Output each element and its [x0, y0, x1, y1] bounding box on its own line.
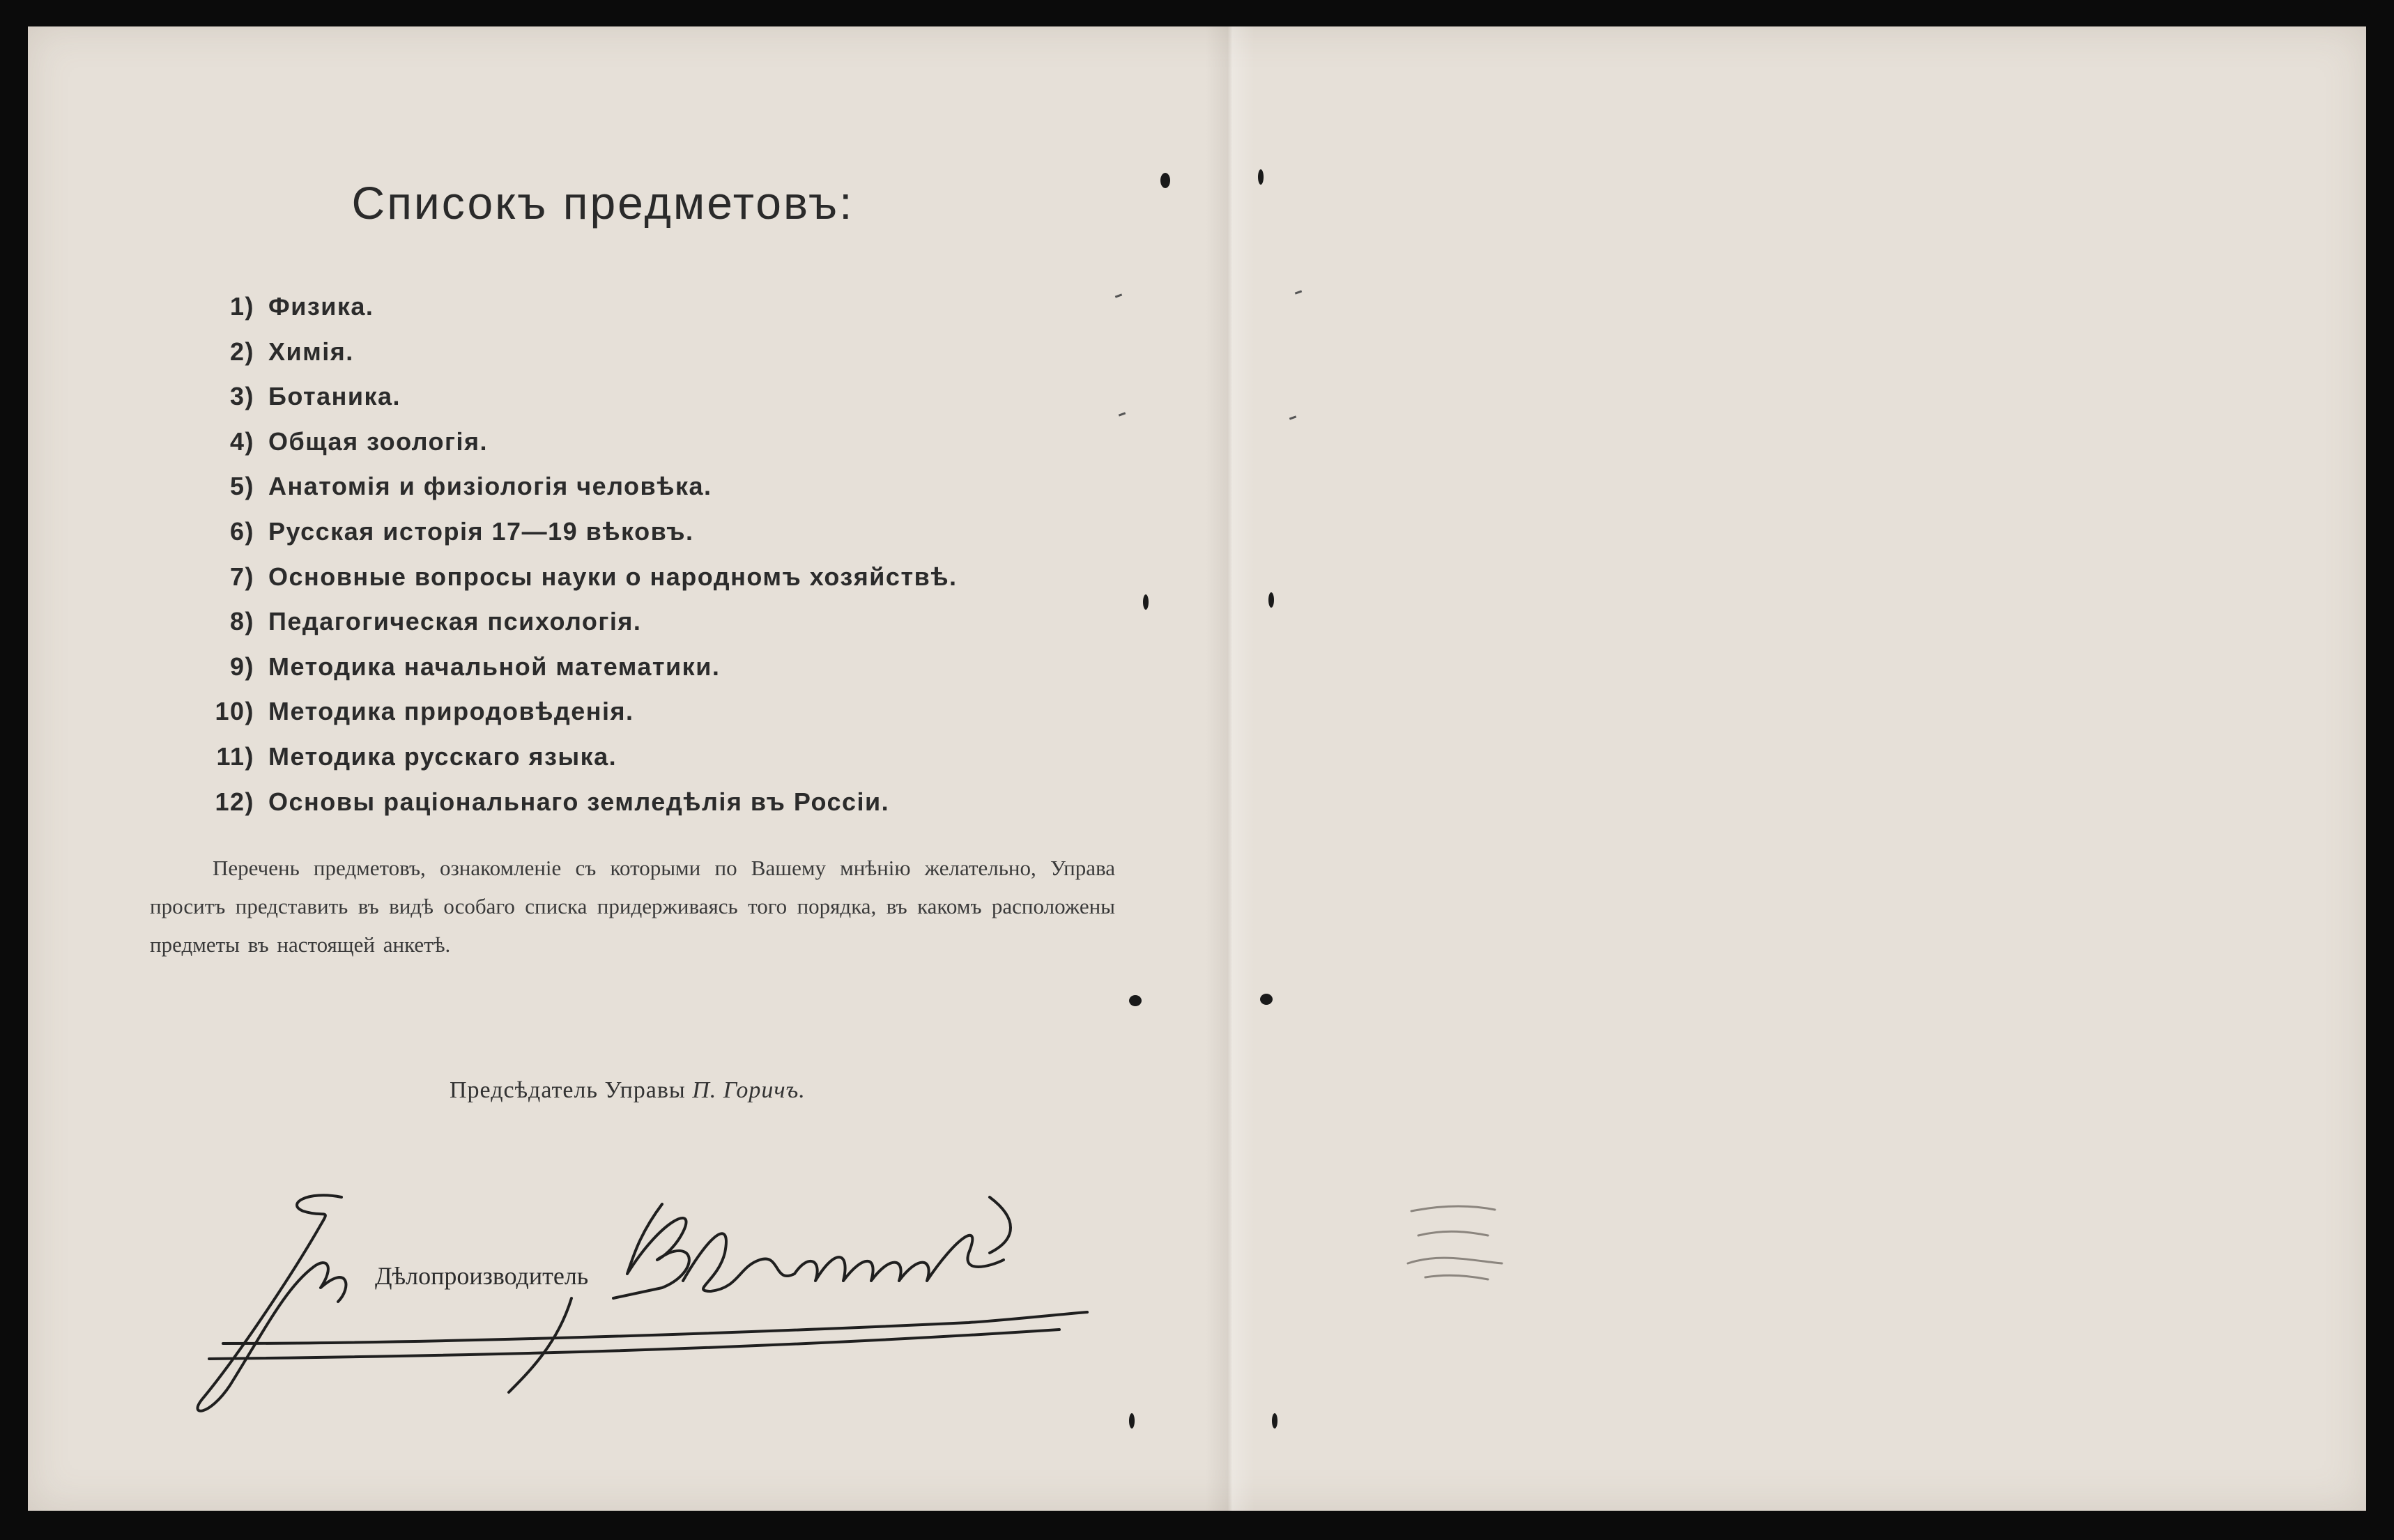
subject-number: 6)	[229, 516, 254, 546]
subject-item	[206, 689, 958, 734]
binding-hole	[1129, 995, 1142, 1006]
subject-number: 3)	[229, 382, 254, 411]
subject-name: Русская исторія 17—19 вѣковъ.	[268, 516, 694, 546]
subject-item	[206, 734, 958, 780]
subject-name: Методика начальной математики.	[268, 652, 721, 681]
subject-item	[206, 555, 958, 600]
subject-name: Педагогическая психологія.	[268, 607, 642, 636]
chairman-name: П. Горичъ.	[692, 1077, 806, 1103]
binding-hole	[1268, 592, 1274, 608]
subject-name: Анатомія и физіологія человѣка.	[268, 472, 712, 501]
subject-number: 4)	[229, 426, 254, 456]
subject-number: 5)	[229, 472, 254, 501]
ink-ghost-mark	[1404, 1197, 1579, 1302]
subject-name: Ботаника.	[268, 382, 401, 411]
subject-item	[206, 645, 958, 690]
binding-hole	[1258, 169, 1264, 185]
chairman-line	[450, 1077, 806, 1104]
subject-number: 1)	[229, 292, 254, 321]
subject-name: Основы раціональнаго земледѣлія въ Россіи.	[268, 787, 890, 816]
subject-name: Методика русскаго языка.	[268, 741, 617, 771]
instruction-paragraph: Перечень предметовъ, ознакомленіе съ которыми по Вашему мнѣнію желательно, Управа проситъ представить въ видѣ особаго списка придерживаясь того порядка, въ какомъ расположены предметы въ настоящей анкетѣ.	[150, 856, 1115, 957]
binding-mark	[1289, 415, 1296, 419]
binding-hole	[1272, 1413, 1277, 1429]
page-fold	[1206, 26, 1254, 1511]
subject-number: 12)	[215, 787, 254, 816]
binding-mark	[1119, 412, 1126, 416]
subject-number: 8)	[229, 607, 254, 636]
subject-number: 2)	[229, 337, 254, 366]
subject-item	[206, 330, 958, 375]
document-sheet	[28, 26, 2366, 1511]
subject-item	[206, 419, 958, 465]
subject-name: Основные вопросы науки о народномъ хозяйствѣ.	[268, 562, 958, 591]
subject-name: Общая зоологія.	[268, 426, 489, 456]
page-title: Списокъ предметовъ:	[351, 177, 854, 229]
subject-number: 10)	[215, 697, 254, 726]
chairman-label: Предсѣдатель Управы	[450, 1077, 686, 1103]
subject-name: Методика природовѣденія.	[268, 697, 634, 726]
binding-mark	[1295, 290, 1302, 294]
handwritten-signature	[181, 1176, 1157, 1427]
subject-item	[206, 509, 958, 555]
subject-item	[206, 464, 958, 509]
binding-mark	[1115, 293, 1122, 298]
clerk-label: Дѣлопроизводитель	[375, 1262, 589, 1290]
subject-number: 9)	[229, 652, 254, 681]
subject-list	[206, 284, 958, 824]
subject-name: Химія.	[268, 337, 354, 366]
binding-hole	[1260, 994, 1273, 1005]
binding-hole	[1143, 594, 1149, 610]
subject-number: 11)	[216, 741, 254, 771]
subject-name: Физика.	[268, 292, 374, 321]
subject-number: 7)	[229, 562, 254, 591]
subject-item	[206, 374, 958, 419]
subject-item	[206, 599, 958, 645]
subject-item	[206, 780, 958, 825]
subject-item	[206, 284, 958, 330]
